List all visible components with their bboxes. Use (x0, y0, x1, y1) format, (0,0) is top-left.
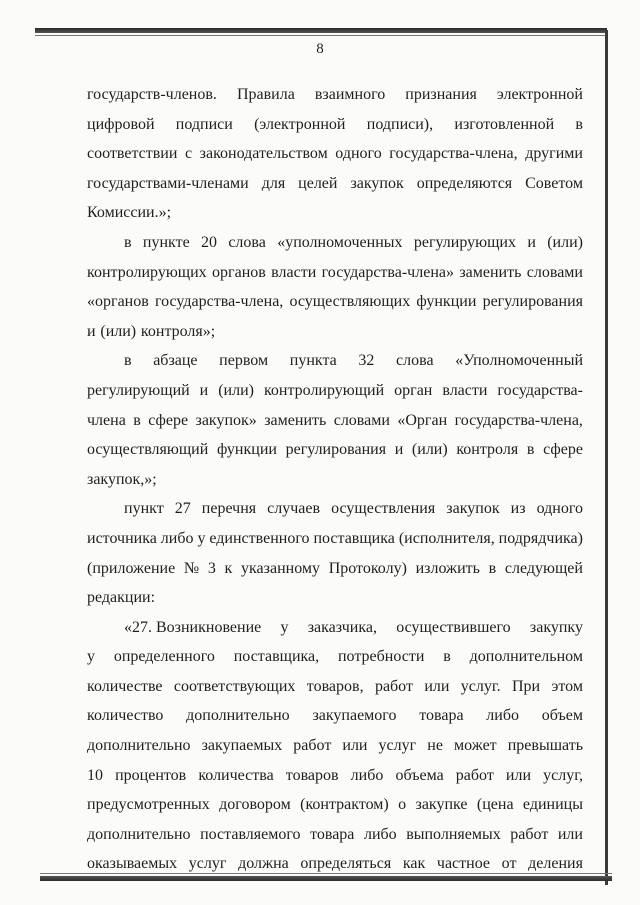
word: подписи), (366, 115, 434, 133)
word: (или) (547, 233, 583, 251)
text-line (87, 139, 583, 169)
word: определяться (300, 855, 392, 873)
word: органов (212, 263, 266, 281)
word: (или) (411, 441, 448, 459)
word: (или) (218, 381, 254, 399)
word: закупку (529, 618, 583, 636)
text-line (87, 554, 583, 584)
word: дополнительно (186, 707, 290, 725)
word: сфере (148, 411, 189, 429)
word: перечня (201, 500, 257, 518)
word: определенного (113, 648, 215, 666)
word: соответствующих (173, 677, 296, 695)
word: от (501, 855, 517, 873)
word: слова (396, 352, 434, 370)
word: или (557, 825, 583, 843)
word: законодательством (199, 145, 328, 163)
word: изготовленной (454, 115, 555, 133)
word: (контрактом) (300, 796, 389, 814)
text-line (87, 701, 583, 731)
word: закупок (350, 174, 404, 192)
text-line (87, 672, 583, 702)
text-line (87, 524, 583, 554)
word: и (199, 381, 209, 399)
word: слова (228, 233, 266, 251)
word: «27. Возникновение (124, 618, 262, 636)
word: Комиссии.»; (87, 204, 172, 222)
word: предусмотренных (87, 796, 210, 814)
word: государства- (497, 381, 583, 399)
word: в (526, 441, 535, 459)
word: должна (238, 855, 289, 873)
text-line (87, 406, 583, 436)
word: в (575, 115, 583, 133)
word: источника (87, 529, 157, 547)
word: абзаце (153, 352, 198, 370)
word: из (510, 500, 526, 518)
text-line (87, 80, 583, 110)
text-line (87, 642, 583, 672)
word: Правила (236, 86, 295, 103)
word: осуществления (331, 500, 436, 518)
word: либо (363, 825, 397, 843)
text-line (87, 465, 583, 495)
word: осуществляющий (87, 441, 209, 459)
text-line (87, 228, 583, 258)
word: потребности (337, 648, 425, 666)
word: либо (486, 707, 519, 725)
word: о (398, 796, 407, 814)
word: 32 (358, 352, 375, 370)
text-line (87, 731, 583, 761)
word: у (87, 648, 95, 666)
word: может (454, 737, 497, 755)
word: регулирования (482, 293, 583, 311)
text-line (87, 110, 583, 140)
word: осуществляющих (289, 293, 411, 311)
word: контролирующий (263, 381, 385, 399)
word: дополнительно (87, 825, 191, 843)
word: случаев (267, 500, 321, 518)
word: словами (526, 263, 583, 281)
word: подрядчика) (498, 529, 583, 547)
word: и (527, 233, 536, 251)
word: у (280, 618, 289, 636)
word: товара (419, 707, 464, 725)
word: в (488, 559, 497, 577)
word: этом (551, 677, 583, 695)
word: следующей (504, 559, 583, 577)
word: услуг, (543, 766, 583, 784)
text-line (87, 435, 583, 465)
word: закупаемого (312, 707, 397, 725)
word: работ (293, 737, 332, 755)
text-line (87, 613, 583, 643)
word: работ (510, 825, 549, 843)
word: работ (455, 766, 494, 784)
word: договором (219, 796, 291, 814)
word: закупке (415, 796, 468, 814)
text-line (87, 376, 583, 406)
word: 3 (207, 559, 216, 577)
word: 27 (174, 500, 191, 518)
word: власти (271, 263, 317, 281)
word: Протоколу) (328, 559, 407, 577)
word: осуществившего (396, 618, 511, 636)
word: деления (528, 855, 583, 873)
word: частное (436, 855, 491, 873)
word: другими (525, 145, 583, 163)
word: «Орган (397, 411, 448, 429)
word: При (512, 677, 541, 695)
word: услуг (378, 737, 417, 755)
word: регулирующих (413, 233, 516, 251)
word: в (443, 648, 451, 666)
word: единственного (209, 529, 310, 547)
word: либо (160, 529, 194, 547)
top-border-line (35, 28, 607, 33)
word: превышать (507, 737, 583, 755)
word: (электронной (254, 115, 346, 133)
word: товаров, (306, 677, 364, 695)
word: пункте (142, 233, 190, 251)
word: или (505, 766, 532, 784)
word: заменить (264, 411, 327, 429)
word: и (87, 322, 96, 340)
word: цифровой (87, 115, 155, 133)
word: или (424, 677, 450, 695)
word: редакции: (87, 589, 156, 607)
word: количество (87, 707, 164, 725)
word: функции (216, 441, 277, 459)
text-line (87, 346, 583, 376)
word: поставщика (313, 529, 395, 547)
word: единицы (522, 796, 583, 814)
word: заменить (459, 263, 522, 281)
word: члена (87, 411, 126, 429)
word: «органов (87, 293, 149, 311)
word: количества (198, 766, 274, 784)
text-line (87, 849, 583, 879)
word: к (224, 559, 233, 577)
word: выполняемых (406, 825, 501, 843)
word: процентов (115, 766, 187, 784)
word: сфере (543, 441, 583, 459)
word: услуг (188, 855, 227, 873)
word: (исполнителя, (398, 529, 495, 547)
word: в (124, 352, 132, 370)
word: не (427, 737, 443, 755)
word: признания (405, 86, 477, 103)
top-border-thin-line (35, 35, 607, 36)
word: власти (442, 381, 488, 399)
word: у (197, 529, 206, 547)
word: орган (394, 381, 433, 399)
text-line (87, 258, 583, 288)
word: объема (395, 766, 444, 784)
word: количестве (87, 677, 163, 695)
word: закупок,»; (87, 470, 157, 488)
word: одного (335, 145, 382, 163)
word: закупок» (195, 411, 257, 429)
word: закупаемых (201, 737, 283, 755)
word: 20 (201, 233, 217, 251)
word: государства-члена, (389, 145, 518, 163)
word: товаров (285, 766, 339, 784)
word: 10 (87, 766, 103, 784)
word: услуг. (460, 677, 501, 695)
word: пункт (124, 500, 164, 518)
page-number: 8 (316, 41, 324, 57)
word: «Уполномоченный (455, 352, 583, 370)
word: подписи (175, 115, 233, 133)
word: оказываемых (87, 855, 178, 873)
word: государства-члена, (454, 411, 583, 429)
word: определяются (416, 174, 513, 192)
text-line (87, 198, 583, 228)
word: государства-члена» (321, 263, 454, 281)
word: закупок (446, 500, 500, 518)
word: как (402, 855, 426, 873)
text-line (87, 287, 583, 317)
word: государствами-членами (87, 174, 249, 192)
word: регулирующий (87, 381, 190, 399)
word: изложить (415, 559, 480, 577)
word: (приложение (87, 559, 176, 577)
word: № (183, 559, 200, 577)
word: поставщика, (233, 648, 320, 666)
right-border-line (605, 30, 608, 885)
text-line (87, 820, 583, 850)
word: заказчика, (307, 618, 377, 636)
word: либо (350, 766, 384, 784)
word: контроля (456, 441, 519, 459)
word: соответствии (87, 145, 178, 163)
word: пункта (289, 352, 337, 370)
word: государств-членов. (87, 86, 217, 103)
word: и (394, 441, 404, 459)
text-line (87, 317, 583, 347)
word: товара (310, 825, 355, 843)
word: электронной (496, 86, 583, 103)
text-line (87, 790, 583, 820)
word: первом (219, 352, 269, 370)
text-line (87, 761, 583, 791)
word: поставляемого (200, 825, 301, 843)
word: «уполномоченных (277, 233, 403, 251)
text-line (87, 494, 583, 524)
word: с (184, 145, 193, 163)
word: контролирующих (87, 263, 207, 281)
word: в (124, 233, 132, 251)
word: целей (298, 174, 338, 192)
text-line (87, 583, 583, 613)
word: взаимного (314, 86, 386, 103)
word: Советом (525, 174, 583, 192)
word: или (342, 737, 368, 755)
word: работ (374, 677, 413, 695)
word: контроля»; (140, 322, 216, 340)
word: для (261, 174, 286, 192)
word: государства-члена, (154, 293, 284, 311)
document-body (87, 80, 583, 879)
word: указанному (241, 559, 321, 577)
word: в (133, 411, 141, 429)
word: объем (541, 707, 583, 725)
word: (цена (476, 796, 514, 814)
text-line (87, 169, 583, 199)
word: регулирования (285, 441, 387, 459)
word: (или) (100, 322, 137, 340)
word: дополнительно (87, 737, 191, 755)
word: одного (536, 500, 583, 518)
word: функции (416, 293, 477, 311)
word: дополнительном (469, 648, 583, 666)
word: словами (333, 411, 390, 429)
